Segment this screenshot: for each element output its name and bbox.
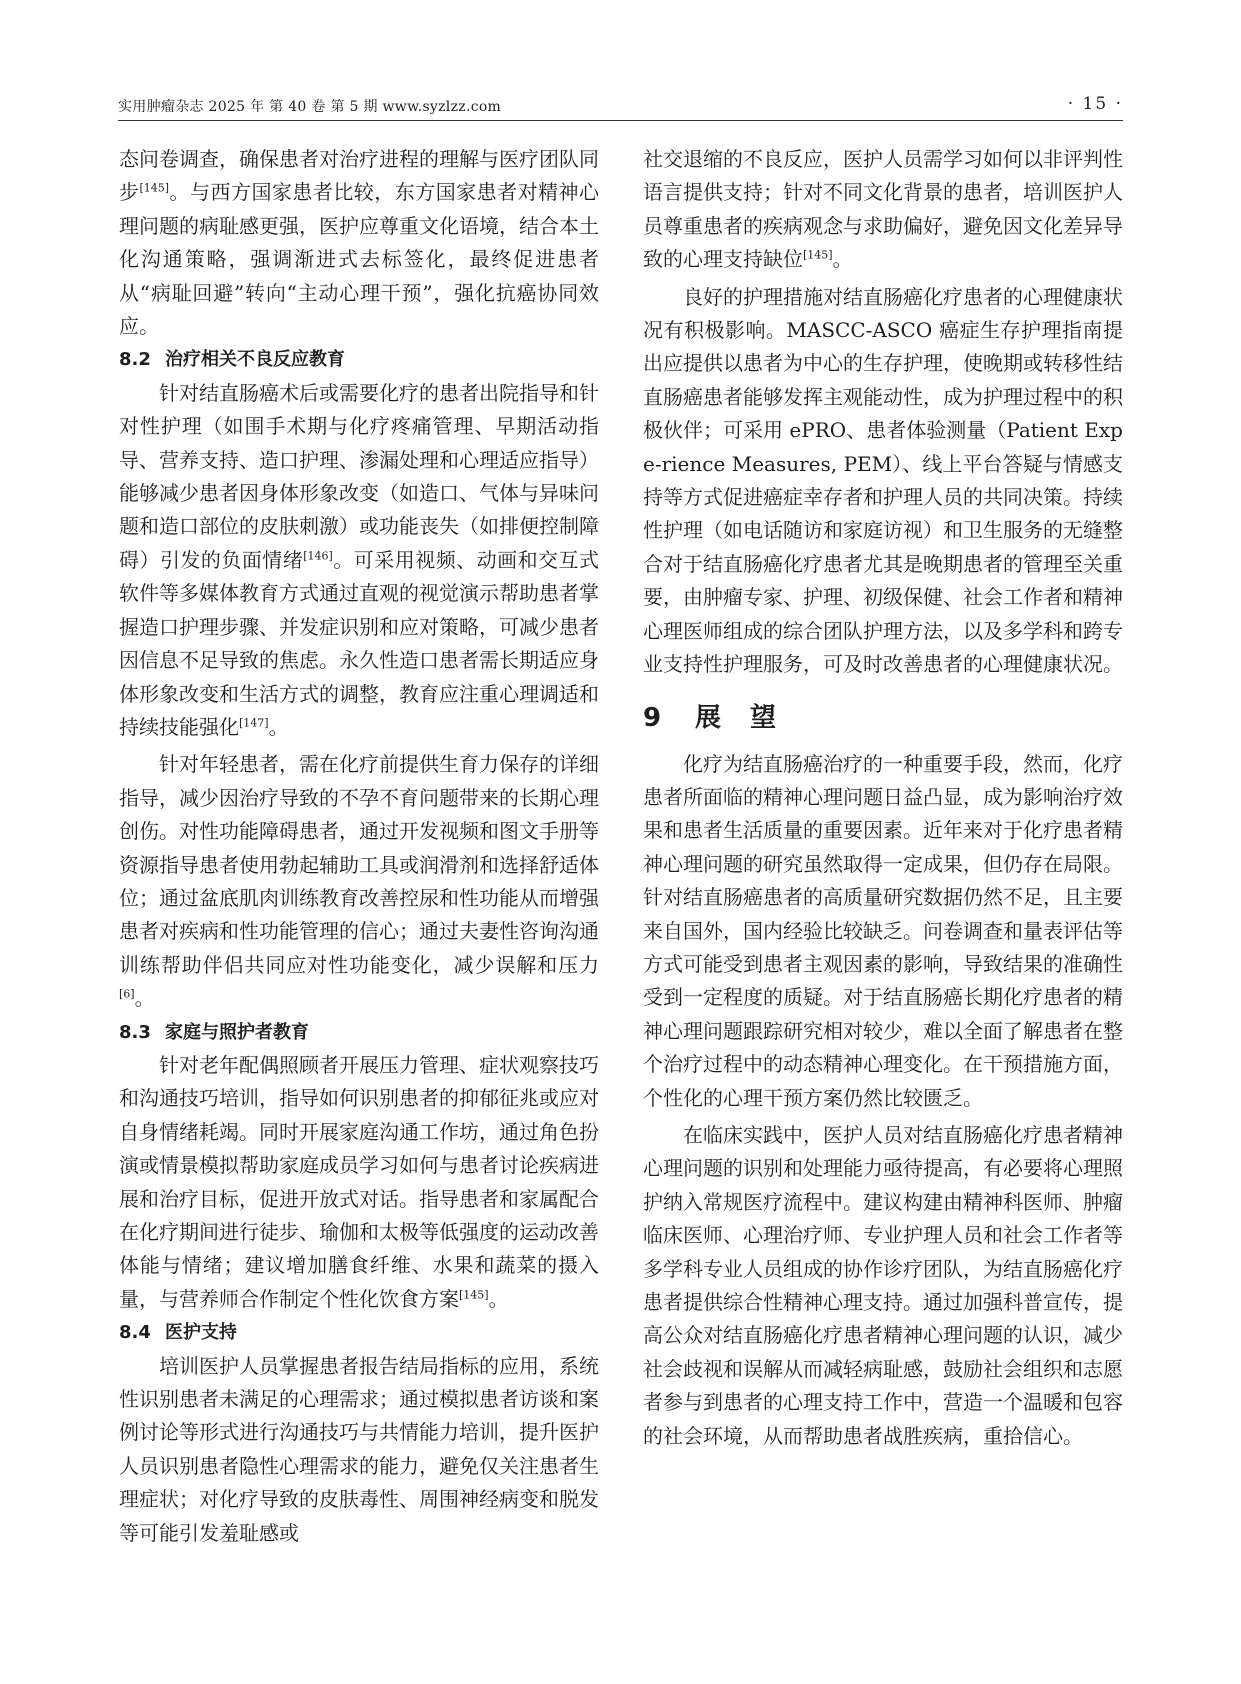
subsection-heading — [119, 343, 599, 376]
page-number: · 15 · — [1067, 94, 1123, 114]
section-heading — [643, 696, 1123, 740]
paragraph-text: 社交退缩的不良反应，医护人员需学习如何以非评判性语言提供支持；针对不同文化背景的患者，培训医护人员尊重患者的疾病观念与求助偏好，避免因文化差异导致的心理支持缺位 — [643, 147, 1123, 272]
citation: [6] — [119, 987, 135, 1001]
paragraph-text: 针对结直肠癌术后或需要化疗的患者出院指导和针对性护理（如围手术期与化疗疼痛管理、早期活动指导、营养支持、造口护理、渗漏处理和心理适应指导）能够减少患者因身体形象改变（如造口、气体与异味问题和造口部位的皮肤刺激）或功能丧失（如排便控制障碍）引发的负面情绪 — [119, 380, 599, 572]
journal-info: 实用肿瘤杂志 2025 年 第 40 卷 第 5 期 www.syzlzz.com — [118, 99, 502, 115]
paragraph-text: 。 — [134, 986, 155, 1011]
subsection-heading — [119, 1016, 599, 1049]
paragraph — [119, 1350, 599, 1550]
paragraph-text: 。可采用视频、动画和交互式软件等多媒体教育方式通过直观的视觉演示帮助患者掌握造口护理步骤、并发症识别和应对策略，可减少患者因信息不足导致的焦虑。永久性造口患者需长期适应身体形象改变和生活方式的调整，教育应注重心理调适和持续技能强化 — [119, 547, 600, 739]
subsection-number: 8.2 — [119, 349, 151, 371]
paragraph — [643, 748, 1123, 1115]
paragraph-text: 。与西方国家患者比较，东方国家患者对精神心理问题的病耻感更强，医护应尊重文化语境，结合本土化沟通策略，强调渐进式去标签化，最终促进患者从“病耻回避”转向“主动心理干预”，强化抗癌协同效应。 — [119, 180, 600, 339]
paragraph — [643, 143, 1123, 277]
subsection-number: 8.4 — [119, 1322, 151, 1344]
paragraph — [119, 143, 599, 343]
paragraph-text: 。 — [268, 714, 289, 739]
citation: [145] — [459, 1288, 489, 1302]
citation: [147] — [239, 716, 269, 730]
section-title: 展 望 — [695, 702, 787, 733]
running-header — [118, 96, 1123, 121]
subsection-title: 治疗相关不良反应教育 — [165, 349, 345, 371]
paragraph — [643, 1119, 1123, 1453]
paragraph-text: 针对老年配偶照顾者开展压力管理、症状观察技巧和沟通技巧培训，指导如何识别患者的抑郁征兆或应对自身情绪耗竭。同时开展家庭沟通工作坊，通过角色扮演或情景模拟帮助家庭成员学习如何与患者讨论疾病进展和治疗目标，促进开放式对话。指导患者和家属配合在化疗期间进行徒步、瑜伽和太极等低强度的运动改善体能与情绪；建议增加膳食纤维、水果和蔬菜的摄入量，与营养师合作制定个性化饮食方案 — [119, 1052, 599, 1311]
paragraph — [119, 1049, 599, 1316]
subsection-number: 8.3 — [119, 1021, 151, 1043]
citation: [145] — [803, 248, 833, 262]
subsection-heading — [119, 1316, 599, 1349]
paragraph-text: 在临床实践中，医护人员对结直肠癌化疗患者精神心理问题的识别和处理能力亟待提高，有必要将心理照护纳入常规医疗流程中。建议构建由精神科医师、肿瘤临床医师、心理治疗师、专业护理人员和社会工作者等多学科专业人员组成的协作诊疗团队，为结直肠癌化疗患者提供综合性精神心理支持。通过加强科普宣传，提高公众对结直肠癌化疗患者精神心理问题的认识，减少社会歧视和误解从而减轻病耻感，鼓励社会组织和志愿者参与到患者的心理支持工作中，营造一个温暖和包容的社会环境，从而帮助患者战胜疾病，重拾信心。 — [643, 1122, 1123, 1448]
paragraph-text: 化疗为结直肠癌治疗的一种重要手段，然而，化疗患者所面临的精神心理问题日益凸显，成为影响治疗效果和患者生活质量的重要因素。近年来对于化疗患者精神心理问题的研究虽然取得一定成果，但仍存在局限。针对结直肠癌患者的高质量研究数据仍然不足，且主要来自国外，国内经验比较缺乏。问卷调查和量表评估等方式可能受到患者主观因素的影响，导致结果的准确性受到一定程度的质疑。对于结直肠癌长期化疗患者的精神心理问题跟踪研究相对较少，难以全面了解患者在整个治疗过程中的动态精神心理变化。在干预措施方面，个性化的心理干预方案仍然比较匮乏。 — [643, 751, 1123, 1110]
paragraph-text: 良好的护理措施对结直肠癌化疗患者的心理健康状况有积极影响。MASCC-ASCO 癌症生存护理指南提出应提供以患者为中心的生存护理，使晚期或转移性结直肠癌患者能够发挥主观能动性，成为护理过程中的积极伙伴；可采用 ePRO、患者体验测量（Patient Expe-rience Measures, PEM）、线上平台答疑与情感支持等方式促进癌症幸存者和护理人员的共同决策。持续性护理（如电话随访和家庭访视）和卫生服务的无缝整合对于结直肠癌化疗患者尤其是晚期患者的管理至关重要，由肿瘤专家、护理、初级保健、社会工作者和精神心理医师组成的综合团队护理方法，以及多学科和跨专业支持性护理服务，可及时改善患者的心理健康状况。 — [643, 284, 1123, 677]
paragraph-text: 态问卷调查，确保患者对治疗进程的理解与医疗团队同步 — [119, 147, 599, 205]
paragraph — [119, 377, 599, 744]
subsection-title: 家庭与照护者教育 — [165, 1021, 309, 1043]
paragraph-text: 。 — [832, 247, 853, 272]
paragraph — [119, 748, 599, 1015]
section-number: 9 — [643, 702, 672, 733]
paragraph-text: 培训医护人员掌握患者报告结局指标的应用，系统性识别患者未满足的心理需求；通过模拟患者访谈和案例讨论等形式进行沟通技巧与共情能力培训，提升医护人员识别患者隐性心理需求的能力，避免仅关注患者生理症状；对化疗导致的皮肤毒性、周围神经病变和脱发等可能引发羞耻感或 — [119, 1353, 599, 1545]
right-column — [643, 143, 1123, 1453]
paragraph-text: 针对年轻患者，需在化疗前提供生育力保存的详细指导，减少因治疗导致的不孕不育问题带来的长期心理创伤。对性功能障碍患者，通过开发视频和图文手册等资源指导患者使用勃起辅助工具或润滑剂和选择舒适体位；通过盆底肌肉训练教育改善控尿和性功能从而增强患者对疾病和性功能管理的信心；通过夫妻性咨询沟通训练帮助伴侣共同应对性功能变化，减少误解和压力 — [119, 752, 599, 977]
paragraph-text: 。 — [488, 1286, 509, 1311]
citation: [145] — [139, 181, 170, 195]
citation: [146] — [303, 549, 333, 563]
subsection-title: 医护支持 — [165, 1322, 237, 1344]
paragraph — [643, 281, 1123, 682]
left-column — [119, 143, 599, 1550]
